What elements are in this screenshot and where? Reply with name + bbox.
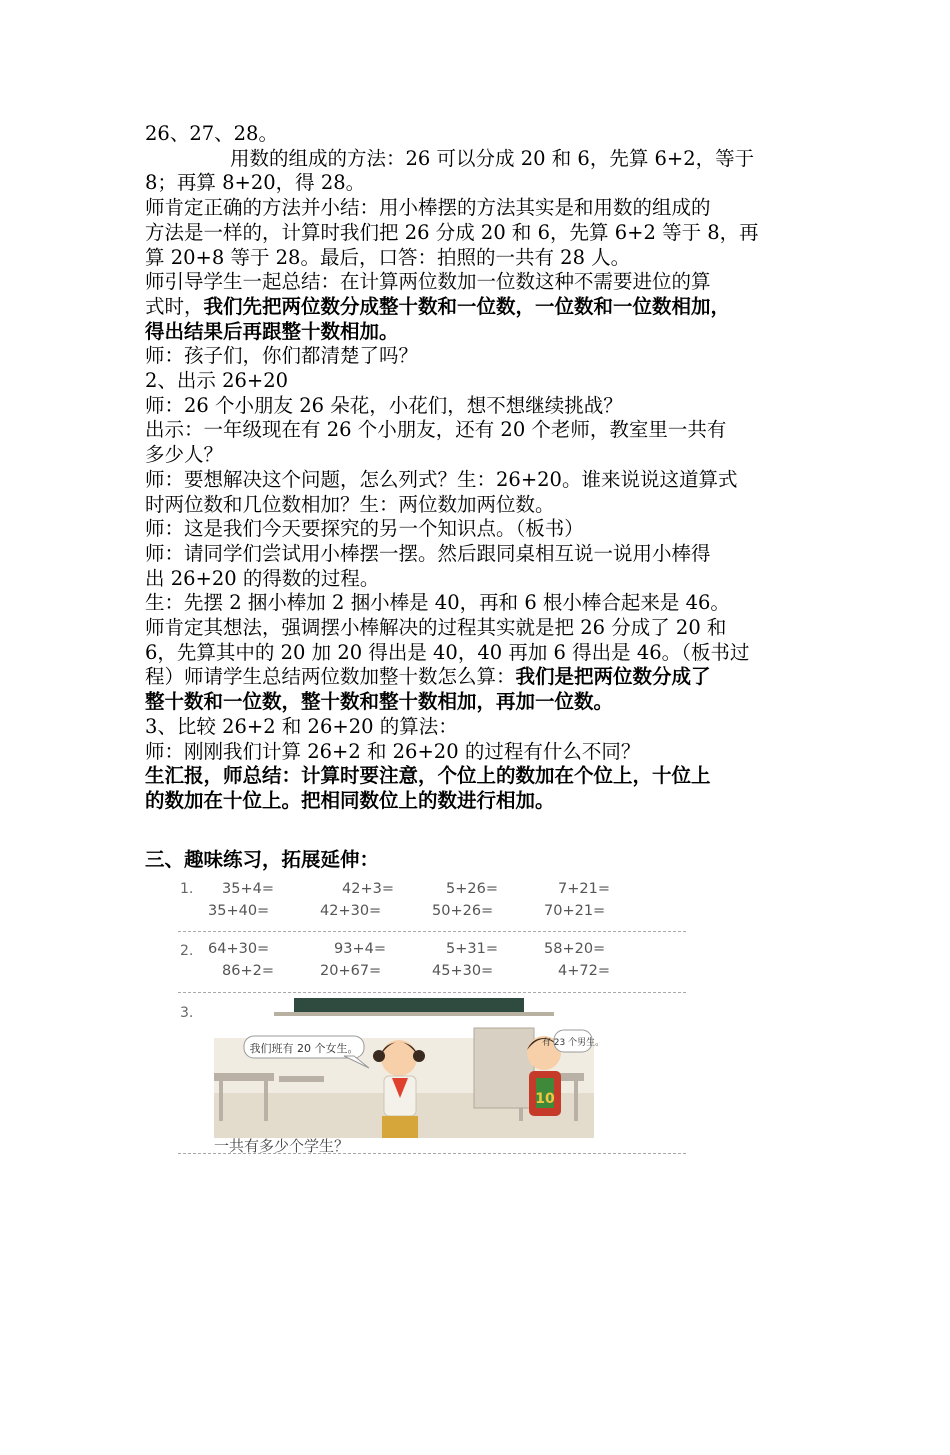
text-run: 式时， — [145, 294, 204, 318]
bold-summary: 的数加在十位上。把相同数位上的数进行相加。 — [145, 788, 555, 812]
section-title: 三、趣味练习，拓展延伸： — [145, 848, 380, 871]
text-line: 师引导学生一起总结：在计算两位数加一位数这种不需要进位的算 — [145, 270, 711, 294]
text-line: 时两位数和几位数相加？生：两位数加两位数。 — [145, 492, 555, 516]
equation: 45+30= — [432, 963, 494, 979]
text-line — [145, 690, 815, 715]
bold-summary: 整十数和一位数，整十数和整十数相加，再加一位数。 — [145, 690, 614, 714]
text-line: 师：孩子们，你们都清楚了吗？ — [145, 344, 419, 368]
boy-speech-text: 有 23 个男生。 — [541, 1038, 605, 1048]
text-line: 3、比较 26+2 和 26+20 的算法： — [145, 714, 458, 738]
question-number: 2. — [180, 943, 194, 959]
classroom-illustration — [214, 998, 605, 1143]
text-line — [145, 789, 815, 814]
text-line: 出示：一年级现在有 26 个小朋友，还有 20 个老师，教室里一共有 — [145, 418, 727, 442]
text-line: 算 20+8 等于 28。最后，口答：拍照的一共有 28 人。 — [145, 245, 631, 269]
bold-summary: 我们先把两位数分成整十数和一位数，一位数和一位数相加， — [203, 294, 731, 318]
exercise-row — [178, 963, 686, 983]
text-line — [145, 320, 815, 345]
divider — [178, 992, 686, 993]
text-line: 出 26+20 的得数的过程。 — [145, 566, 380, 590]
equation: 35+4= — [222, 881, 274, 897]
text-line: 用数的组成的方法：26 可以分成 20 和 6，先算 6+2，等于 — [230, 146, 755, 170]
question-number: 3. — [180, 1005, 194, 1021]
girl-speech-text: 我们班有 20 个女生。 — [249, 1042, 359, 1055]
text-line: 26、27、28。 — [145, 122, 278, 145]
equation: 93+4= — [334, 941, 386, 957]
equation: 4+72= — [558, 963, 610, 979]
text-line: 师：要想解决这个问题，怎么列式？生：26+20。谁来说说这道算式 — [145, 467, 738, 491]
exercise-row — [178, 881, 686, 901]
text-line: 师肯定其想法，强调摆小棒解决的过程其实就是把 26 分成了 20 和 — [145, 616, 727, 640]
equation: 50+26= — [432, 903, 494, 919]
equation: 86+2= — [222, 963, 274, 979]
text-line — [145, 764, 815, 789]
text-line: 多少人？ — [145, 443, 224, 467]
text-run: 程）师请学生总结两位数加整十数怎么算： — [145, 665, 516, 689]
exercise-row — [178, 941, 686, 961]
equation: 7+21= — [558, 881, 610, 897]
equation: 58+20= — [544, 941, 606, 957]
equation: 70+21= — [544, 903, 606, 919]
lesson-text — [145, 122, 815, 814]
text-line — [145, 665, 815, 690]
text-line: 师：这是我们今天要探究的另一个知识点。（板书） — [145, 517, 584, 541]
equation: 5+31= — [446, 941, 498, 957]
equation: 42+3= — [342, 881, 394, 897]
text-line: 师肯定正确的方法并小结：用小棒摆的方法其实是和用数的组成的 — [145, 196, 711, 220]
text-line: 6，先算其中的 20 加 20 得出是 40，40 再加 6 得出是 46。（板书过 — [145, 640, 750, 664]
text-line: 方法是一样的，计算时我们把 26 分成 20 和 6，先算 6+2 等于 8，再 — [145, 220, 759, 244]
text-line — [145, 295, 815, 320]
text-line: 师：26 个小朋友 26 朵花，小花们，想不想继续挑战？ — [145, 393, 623, 417]
text-line: 师：刚刚我们计算 26+2 和 26+20 的过程有什么不同？ — [145, 739, 641, 763]
equation: 5+26= — [446, 881, 498, 897]
question-number: 1. — [180, 881, 194, 897]
bold-summary: 我们是把两位数分成了 — [515, 665, 711, 689]
exercise-question: 一共有多少个学生？ — [214, 1137, 350, 1155]
jersey-number: 10 — [535, 1091, 555, 1107]
blackboard — [294, 998, 524, 1012]
divider — [178, 931, 686, 932]
text-line: 生：先摆 2 捆小棒加 2 捆小棒是 40，再和 6 根小棒合起来是 46。 — [145, 591, 730, 615]
equation: 42+30= — [320, 903, 382, 919]
equation: 20+67= — [320, 963, 382, 979]
equation: 64+30= — [208, 941, 270, 957]
equation: 35+40= — [208, 903, 270, 919]
text-line: 师：请同学们尝试用小棒摆一摆。然后跟同桌相互说一说用小棒得 — [145, 541, 711, 565]
divider — [178, 1153, 686, 1154]
exercise-row — [178, 903, 686, 923]
bold-summary: 生汇报，师总结：计算时要注意，个位上的数加在个位上，十位上 — [145, 764, 711, 788]
text-line: 8；再算 8+20，得 28。 — [145, 171, 366, 195]
text-line: 2、出示 26+20 — [145, 369, 289, 393]
bold-summary: 得出结果后再跟整十数相加。 — [145, 319, 399, 343]
exercise-image — [178, 873, 686, 1455]
